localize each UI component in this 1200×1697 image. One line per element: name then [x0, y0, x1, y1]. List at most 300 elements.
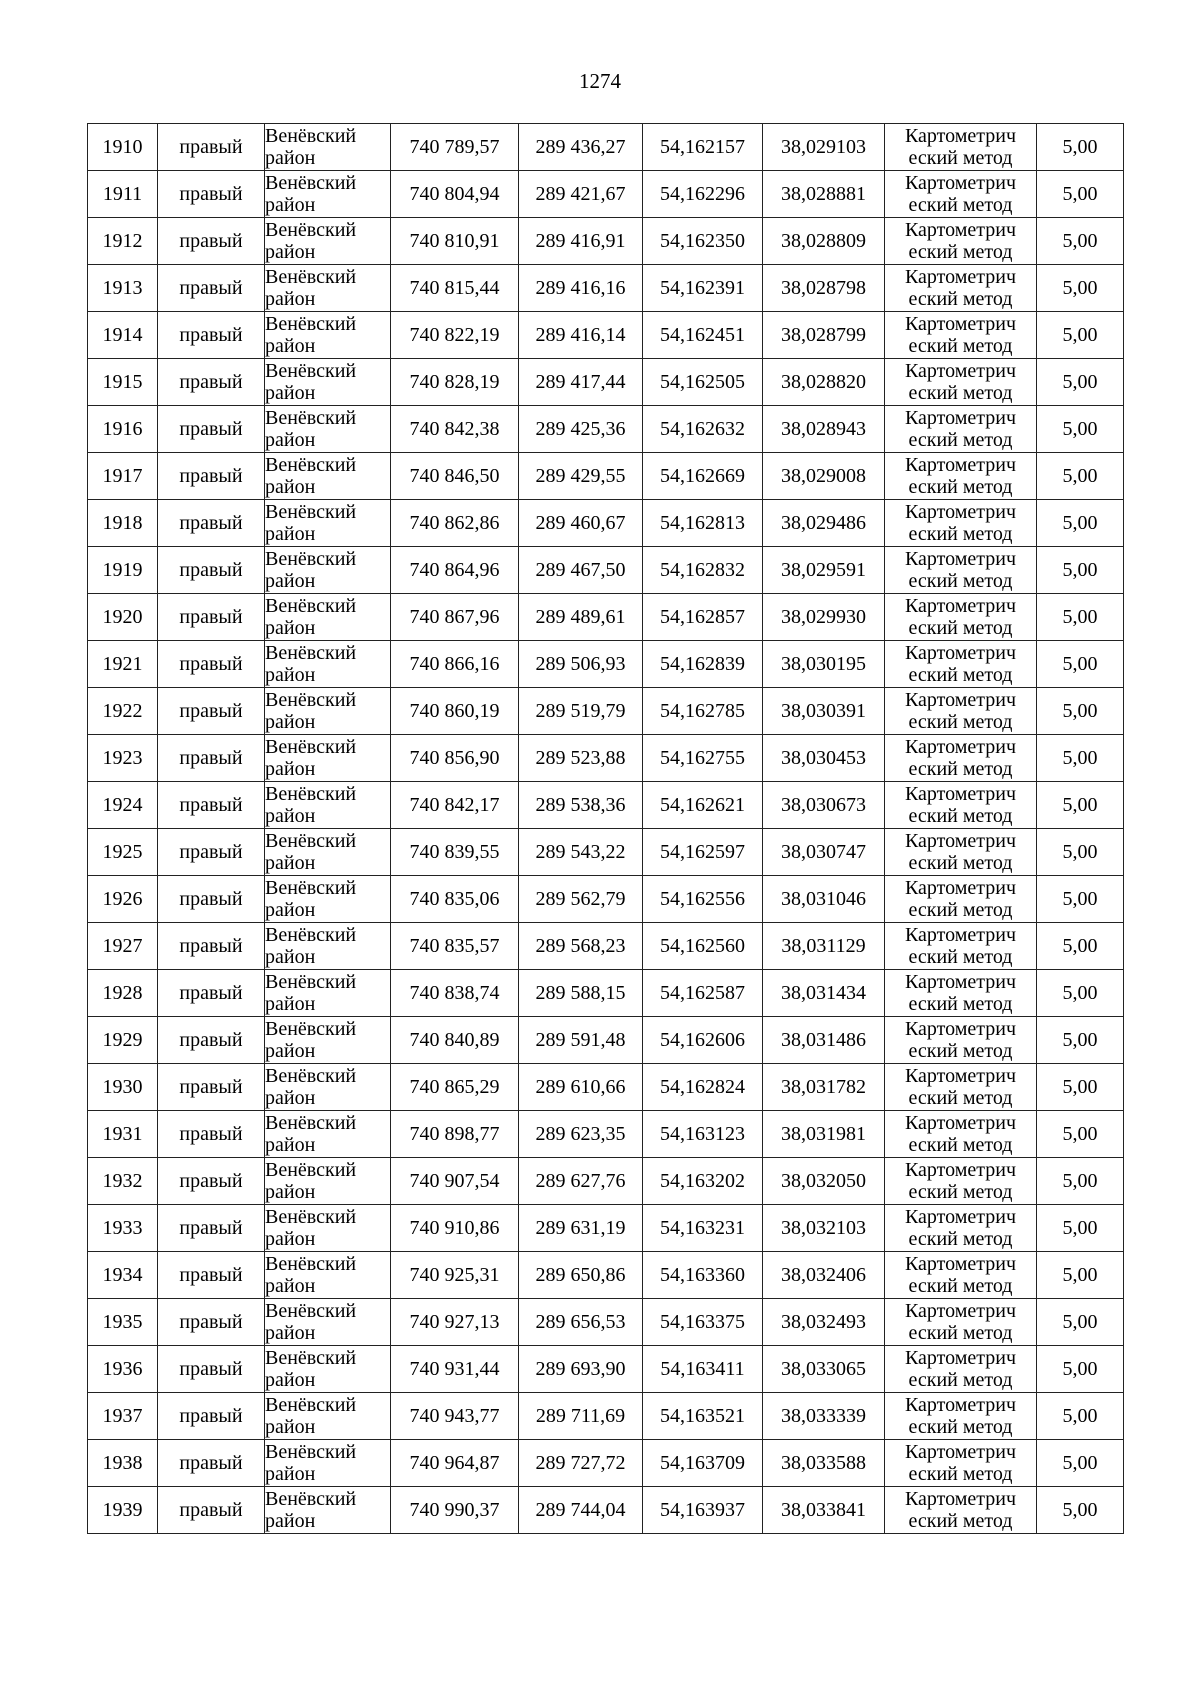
point-number-cell: 1919: [88, 547, 158, 594]
method-cell: [885, 876, 1037, 923]
table-row: [88, 594, 1124, 641]
table-row: [88, 829, 1124, 876]
latitude-cell: 54,163709: [643, 1440, 763, 1487]
district-line-2: район: [265, 1275, 316, 1297]
coord-x-cell: 740 866,16: [391, 641, 519, 688]
longitude-cell: 38,028820: [763, 359, 885, 406]
point-number-cell: 1924: [88, 782, 158, 829]
district-line-2: район: [265, 852, 316, 874]
latitude-cell: 54,162755: [643, 735, 763, 782]
accuracy-cell: 5,00: [1037, 500, 1124, 547]
coord-y-cell: 289 416,14: [519, 312, 643, 359]
bank-side-cell: правый: [158, 124, 265, 171]
district-cell: [265, 970, 391, 1017]
point-number-cell: 1931: [88, 1111, 158, 1158]
district-line-1: Венёвский: [265, 924, 357, 946]
district-line-2: район: [265, 194, 316, 216]
method-line-2: еский метод: [908, 1134, 1013, 1156]
district-line-2: район: [265, 1463, 316, 1485]
table-row: [88, 688, 1124, 735]
method-cell: [885, 1440, 1037, 1487]
method-cell: [885, 218, 1037, 265]
longitude-cell: 38,031046: [763, 876, 885, 923]
table-row: [88, 547, 1124, 594]
coord-x-cell: 740 865,29: [391, 1064, 519, 1111]
district-cell: [265, 265, 391, 312]
district-line-1: Венёвский: [265, 1112, 357, 1134]
point-number-cell: 1914: [88, 312, 158, 359]
bank-side-cell: правый: [158, 359, 265, 406]
accuracy-cell: 5,00: [1037, 1440, 1124, 1487]
coord-x-cell: 740 842,38: [391, 406, 519, 453]
method-cell: [885, 1346, 1037, 1393]
coord-x-cell: 740 828,19: [391, 359, 519, 406]
district-cell: [265, 312, 391, 359]
latitude-cell: 54,162857: [643, 594, 763, 641]
method-cell: [885, 923, 1037, 970]
method-line-1: Картометрич: [904, 501, 1017, 523]
accuracy-cell: 5,00: [1037, 453, 1124, 500]
point-number-cell: 1910: [88, 124, 158, 171]
district-line-1: Венёвский: [265, 1018, 357, 1040]
bank-side-cell: правый: [158, 970, 265, 1017]
method-line-1: Картометрич: [904, 1441, 1017, 1463]
method-line-2: еский метод: [908, 429, 1013, 451]
method-line-2: еский метод: [908, 805, 1013, 827]
method-line-1: Картометрич: [904, 1159, 1017, 1181]
accuracy-cell: 5,00: [1037, 1017, 1124, 1064]
latitude-cell: 54,162824: [643, 1064, 763, 1111]
method-cell: [885, 453, 1037, 500]
district-line-1: Венёвский: [265, 313, 357, 335]
coord-x-cell: 740 838,74: [391, 970, 519, 1017]
coord-x-cell: 740 822,19: [391, 312, 519, 359]
district-line-2: район: [265, 758, 316, 780]
coord-x-cell: 740 839,55: [391, 829, 519, 876]
longitude-cell: 38,030747: [763, 829, 885, 876]
accuracy-cell: 5,00: [1037, 406, 1124, 453]
longitude-cell: 38,029103: [763, 124, 885, 171]
method-line-1: Картометрич: [904, 924, 1017, 946]
district-line-1: Венёвский: [265, 501, 357, 523]
district-cell: [265, 124, 391, 171]
point-number-cell: 1922: [88, 688, 158, 735]
table-row: [88, 1017, 1124, 1064]
latitude-cell: 54,163123: [643, 1111, 763, 1158]
latitude-cell: 54,162556: [643, 876, 763, 923]
method-line-2: еский метод: [908, 1510, 1013, 1532]
bank-side-cell: правый: [158, 1205, 265, 1252]
bank-side-cell: правый: [158, 1111, 265, 1158]
latitude-cell: 54,162597: [643, 829, 763, 876]
table-row: [88, 1252, 1124, 1299]
coord-y-cell: 289 656,53: [519, 1299, 643, 1346]
page-number: 1274: [579, 69, 621, 93]
coord-x-cell: 740 925,31: [391, 1252, 519, 1299]
method-line-1: Картометрич: [904, 454, 1017, 476]
longitude-cell: 38,032493: [763, 1299, 885, 1346]
coord-x-cell: 740 943,77: [391, 1393, 519, 1440]
coord-x-cell: 740 867,96: [391, 594, 519, 641]
longitude-cell: 38,033065: [763, 1346, 885, 1393]
method-cell: [885, 312, 1037, 359]
point-number-cell: 1916: [88, 406, 158, 453]
method-cell: [885, 735, 1037, 782]
method-line-1: Картометрич: [904, 1065, 1017, 1087]
coord-y-cell: 289 429,55: [519, 453, 643, 500]
bank-side-cell: правый: [158, 594, 265, 641]
accuracy-cell: 5,00: [1037, 782, 1124, 829]
bank-side-cell: правый: [158, 1346, 265, 1393]
district-line-1: Венёвский: [265, 1253, 357, 1275]
coord-y-cell: 289 543,22: [519, 829, 643, 876]
method-line-2: еский метод: [908, 570, 1013, 592]
accuracy-cell: 5,00: [1037, 1205, 1124, 1252]
bank-side-cell: правый: [158, 265, 265, 312]
method-line-2: еский метод: [908, 523, 1013, 545]
latitude-cell: 54,163231: [643, 1205, 763, 1252]
coord-y-cell: 289 416,16: [519, 265, 643, 312]
longitude-cell: 38,032050: [763, 1158, 885, 1205]
district-line-1: Венёвский: [265, 1206, 357, 1228]
coord-y-cell: 289 460,67: [519, 500, 643, 547]
longitude-cell: 38,030453: [763, 735, 885, 782]
method-cell: [885, 547, 1037, 594]
district-line-2: район: [265, 1322, 316, 1344]
district-line-2: район: [265, 570, 316, 592]
coord-x-cell: 740 910,86: [391, 1205, 519, 1252]
latitude-cell: 54,163360: [643, 1252, 763, 1299]
longitude-cell: 38,028943: [763, 406, 885, 453]
district-line-2: район: [265, 241, 316, 263]
point-number-cell: 1935: [88, 1299, 158, 1346]
coord-x-cell: 740 927,13: [391, 1299, 519, 1346]
bank-side-cell: правый: [158, 453, 265, 500]
method-line-1: Картометрич: [904, 971, 1017, 993]
district-cell: [265, 1440, 391, 1487]
table-row: [88, 876, 1124, 923]
coordinates-table: [87, 123, 1124, 1534]
latitude-cell: 54,162832: [643, 547, 763, 594]
point-number-cell: 1936: [88, 1346, 158, 1393]
coord-x-cell: 740 842,17: [391, 782, 519, 829]
latitude-cell: 54,162813: [643, 500, 763, 547]
district-line-2: район: [265, 147, 316, 169]
bank-side-cell: правый: [158, 312, 265, 359]
longitude-cell: 38,030195: [763, 641, 885, 688]
method-line-1: Картометрич: [904, 595, 1017, 617]
method-cell: [885, 970, 1037, 1017]
point-number-cell: 1934: [88, 1252, 158, 1299]
accuracy-cell: 5,00: [1037, 641, 1124, 688]
point-number-cell: 1932: [88, 1158, 158, 1205]
method-cell: [885, 171, 1037, 218]
point-number-cell: 1927: [88, 923, 158, 970]
table-row: [88, 1299, 1124, 1346]
accuracy-cell: 5,00: [1037, 312, 1124, 359]
table-row: [88, 124, 1124, 171]
method-line-1: Картометрич: [904, 1253, 1017, 1275]
table-row: [88, 1346, 1124, 1393]
method-line-1: Картометрич: [904, 219, 1017, 241]
coord-x-cell: 740 789,57: [391, 124, 519, 171]
bank-side-cell: правый: [158, 1487, 265, 1534]
table-row: [88, 500, 1124, 547]
district-line-2: район: [265, 1181, 316, 1203]
method-line-2: еский метод: [908, 1463, 1013, 1485]
point-number-cell: 1939: [88, 1487, 158, 1534]
accuracy-cell: 5,00: [1037, 1346, 1124, 1393]
coord-y-cell: 289 489,61: [519, 594, 643, 641]
latitude-cell: 54,162785: [643, 688, 763, 735]
coord-x-cell: 740 835,06: [391, 876, 519, 923]
district-cell: [265, 1393, 391, 1440]
district-line-1: Венёвский: [265, 1394, 357, 1416]
coord-y-cell: 289 417,44: [519, 359, 643, 406]
district-cell: [265, 218, 391, 265]
district-line-1: Венёвский: [265, 783, 357, 805]
bank-side-cell: правый: [158, 1252, 265, 1299]
coord-y-cell: 289 650,86: [519, 1252, 643, 1299]
coord-y-cell: 289 538,36: [519, 782, 643, 829]
table-row: [88, 171, 1124, 218]
method-line-2: еский метод: [908, 1369, 1013, 1391]
coord-x-cell: 740 990,37: [391, 1487, 519, 1534]
longitude-cell: 38,028881: [763, 171, 885, 218]
accuracy-cell: 5,00: [1037, 124, 1124, 171]
district-cell: [265, 1487, 391, 1534]
latitude-cell: 54,163202: [643, 1158, 763, 1205]
longitude-cell: 38,028809: [763, 218, 885, 265]
method-cell: [885, 1393, 1037, 1440]
bank-side-cell: правый: [158, 1393, 265, 1440]
district-line-1: Венёвский: [265, 830, 357, 852]
longitude-cell: 38,031129: [763, 923, 885, 970]
accuracy-cell: 5,00: [1037, 265, 1124, 312]
longitude-cell: 38,029486: [763, 500, 885, 547]
method-line-1: Картометрич: [904, 736, 1017, 758]
district-line-1: Венёвский: [265, 219, 357, 241]
district-line-1: Венёвский: [265, 1159, 357, 1181]
district-line-1: Венёвский: [265, 266, 357, 288]
coord-y-cell: 289 436,27: [519, 124, 643, 171]
method-line-2: еский метод: [908, 852, 1013, 874]
district-line-1: Венёвский: [265, 172, 357, 194]
district-line-1: Венёвский: [265, 877, 357, 899]
point-number-cell: 1938: [88, 1440, 158, 1487]
longitude-cell: 38,033841: [763, 1487, 885, 1534]
district-line-2: район: [265, 1510, 316, 1532]
method-cell: [885, 124, 1037, 171]
accuracy-cell: 5,00: [1037, 1158, 1124, 1205]
longitude-cell: 38,028799: [763, 312, 885, 359]
longitude-cell: 38,033588: [763, 1440, 885, 1487]
longitude-cell: 38,033339: [763, 1393, 885, 1440]
accuracy-cell: 5,00: [1037, 547, 1124, 594]
bank-side-cell: правый: [158, 406, 265, 453]
method-cell: [885, 406, 1037, 453]
point-number-cell: 1937: [88, 1393, 158, 1440]
accuracy-cell: 5,00: [1037, 171, 1124, 218]
method-line-1: Картометрич: [904, 1300, 1017, 1322]
method-cell: [885, 594, 1037, 641]
method-line-2: еский метод: [908, 335, 1013, 357]
district-line-2: район: [265, 617, 316, 639]
district-cell: [265, 923, 391, 970]
method-line-2: еский метод: [908, 1416, 1013, 1438]
latitude-cell: 54,162587: [643, 970, 763, 1017]
district-line-1: Венёвский: [265, 971, 357, 993]
district-cell: [265, 1064, 391, 1111]
district-line-2: район: [265, 1087, 316, 1109]
longitude-cell: 38,029930: [763, 594, 885, 641]
district-line-2: район: [265, 664, 316, 686]
coord-y-cell: 289 623,35: [519, 1111, 643, 1158]
latitude-cell: 54,162350: [643, 218, 763, 265]
longitude-cell: 38,029591: [763, 547, 885, 594]
latitude-cell: 54,162632: [643, 406, 763, 453]
district-line-1: Венёвский: [265, 454, 357, 476]
latitude-cell: 54,162157: [643, 124, 763, 171]
point-number-cell: 1926: [88, 876, 158, 923]
district-cell: [265, 641, 391, 688]
method-line-1: Картометрич: [904, 313, 1017, 335]
district-line-1: Венёвский: [265, 642, 357, 664]
accuracy-cell: 5,00: [1037, 594, 1124, 641]
method-line-1: Картометрич: [904, 642, 1017, 664]
district-cell: [265, 547, 391, 594]
method-line-2: еский метод: [908, 194, 1013, 216]
longitude-cell: 38,032406: [763, 1252, 885, 1299]
method-line-1: Картометрич: [904, 125, 1017, 147]
latitude-cell: 54,163411: [643, 1346, 763, 1393]
accuracy-cell: 5,00: [1037, 218, 1124, 265]
longitude-cell: 38,031486: [763, 1017, 885, 1064]
method-cell: [885, 1299, 1037, 1346]
method-line-2: еский метод: [908, 476, 1013, 498]
method-line-2: еский метод: [908, 664, 1013, 686]
district-line-2: район: [265, 993, 316, 1015]
method-line-2: еский метод: [908, 946, 1013, 968]
latitude-cell: 54,162451: [643, 312, 763, 359]
method-line-2: еский метод: [908, 1275, 1013, 1297]
bank-side-cell: правый: [158, 1064, 265, 1111]
accuracy-cell: 5,00: [1037, 829, 1124, 876]
table-row: [88, 1064, 1124, 1111]
coord-x-cell: 740 840,89: [391, 1017, 519, 1064]
method-line-1: Картометрич: [904, 1018, 1017, 1040]
latitude-cell: 54,163375: [643, 1299, 763, 1346]
method-line-1: Картометрич: [904, 1488, 1017, 1510]
coord-y-cell: 289 727,72: [519, 1440, 643, 1487]
district-cell: [265, 359, 391, 406]
coord-y-cell: 289 416,91: [519, 218, 643, 265]
bank-side-cell: правый: [158, 876, 265, 923]
coord-y-cell: 289 421,67: [519, 171, 643, 218]
method-cell: [885, 1111, 1037, 1158]
method-cell: [885, 1017, 1037, 1064]
district-line-1: Венёвский: [265, 1441, 357, 1463]
district-line-1: Венёвский: [265, 1347, 357, 1369]
district-line-2: район: [265, 946, 316, 968]
method-cell: [885, 688, 1037, 735]
point-number-cell: 1933: [88, 1205, 158, 1252]
method-line-1: Картометрич: [904, 830, 1017, 852]
district-cell: [265, 1252, 391, 1299]
method-line-2: еский метод: [908, 288, 1013, 310]
table-row: [88, 782, 1124, 829]
district-line-2: район: [265, 382, 316, 404]
district-cell: [265, 1158, 391, 1205]
district-line-1: Венёвский: [265, 548, 357, 570]
coord-x-cell: 740 860,19: [391, 688, 519, 735]
district-line-2: район: [265, 899, 316, 921]
accuracy-cell: 5,00: [1037, 1487, 1124, 1534]
table-row: [88, 453, 1124, 500]
district-line-2: район: [265, 1040, 316, 1062]
district-line-1: Венёвский: [265, 1065, 357, 1087]
coord-x-cell: 740 810,91: [391, 218, 519, 265]
district-line-2: район: [265, 1134, 316, 1156]
accuracy-cell: 5,00: [1037, 923, 1124, 970]
method-line-1: Картометрич: [904, 1112, 1017, 1134]
table-row: [88, 312, 1124, 359]
district-cell: [265, 1111, 391, 1158]
method-cell: [885, 1487, 1037, 1534]
table-row: [88, 923, 1124, 970]
district-line-2: район: [265, 429, 316, 451]
table-row: [88, 1158, 1124, 1205]
bank-side-cell: правый: [158, 829, 265, 876]
bank-side-cell: правый: [158, 735, 265, 782]
method-cell: [885, 1252, 1037, 1299]
coord-x-cell: 740 931,44: [391, 1346, 519, 1393]
longitude-cell: 38,029008: [763, 453, 885, 500]
district-cell: [265, 876, 391, 923]
bank-side-cell: правый: [158, 547, 265, 594]
coord-y-cell: 289 631,19: [519, 1205, 643, 1252]
table-row: [88, 641, 1124, 688]
method-cell: [885, 359, 1037, 406]
district-line-1: Венёвский: [265, 1300, 357, 1322]
latitude-cell: 54,162839: [643, 641, 763, 688]
district-line-2: район: [265, 523, 316, 545]
method-line-2: еский метод: [908, 617, 1013, 639]
district-line-1: Венёвский: [265, 689, 357, 711]
coord-y-cell: 289 627,76: [519, 1158, 643, 1205]
coord-y-cell: 289 562,79: [519, 876, 643, 923]
district-cell: [265, 1205, 391, 1252]
coord-y-cell: 289 610,66: [519, 1064, 643, 1111]
method-cell: [885, 641, 1037, 688]
latitude-cell: 54,163521: [643, 1393, 763, 1440]
method-line-1: Картометрич: [904, 1206, 1017, 1228]
district-line-2: район: [265, 1416, 316, 1438]
method-cell: [885, 500, 1037, 547]
district-cell: [265, 500, 391, 547]
district-cell: [265, 453, 391, 500]
district-line-1: Венёвский: [265, 1488, 357, 1510]
district-line-2: район: [265, 335, 316, 357]
accuracy-cell: 5,00: [1037, 876, 1124, 923]
table-body: [88, 124, 1124, 1534]
bank-side-cell: правый: [158, 1299, 265, 1346]
method-line-2: еский метод: [908, 758, 1013, 780]
accuracy-cell: 5,00: [1037, 735, 1124, 782]
point-number-cell: 1912: [88, 218, 158, 265]
coord-y-cell: 289 519,79: [519, 688, 643, 735]
method-line-2: еский метод: [908, 993, 1013, 1015]
